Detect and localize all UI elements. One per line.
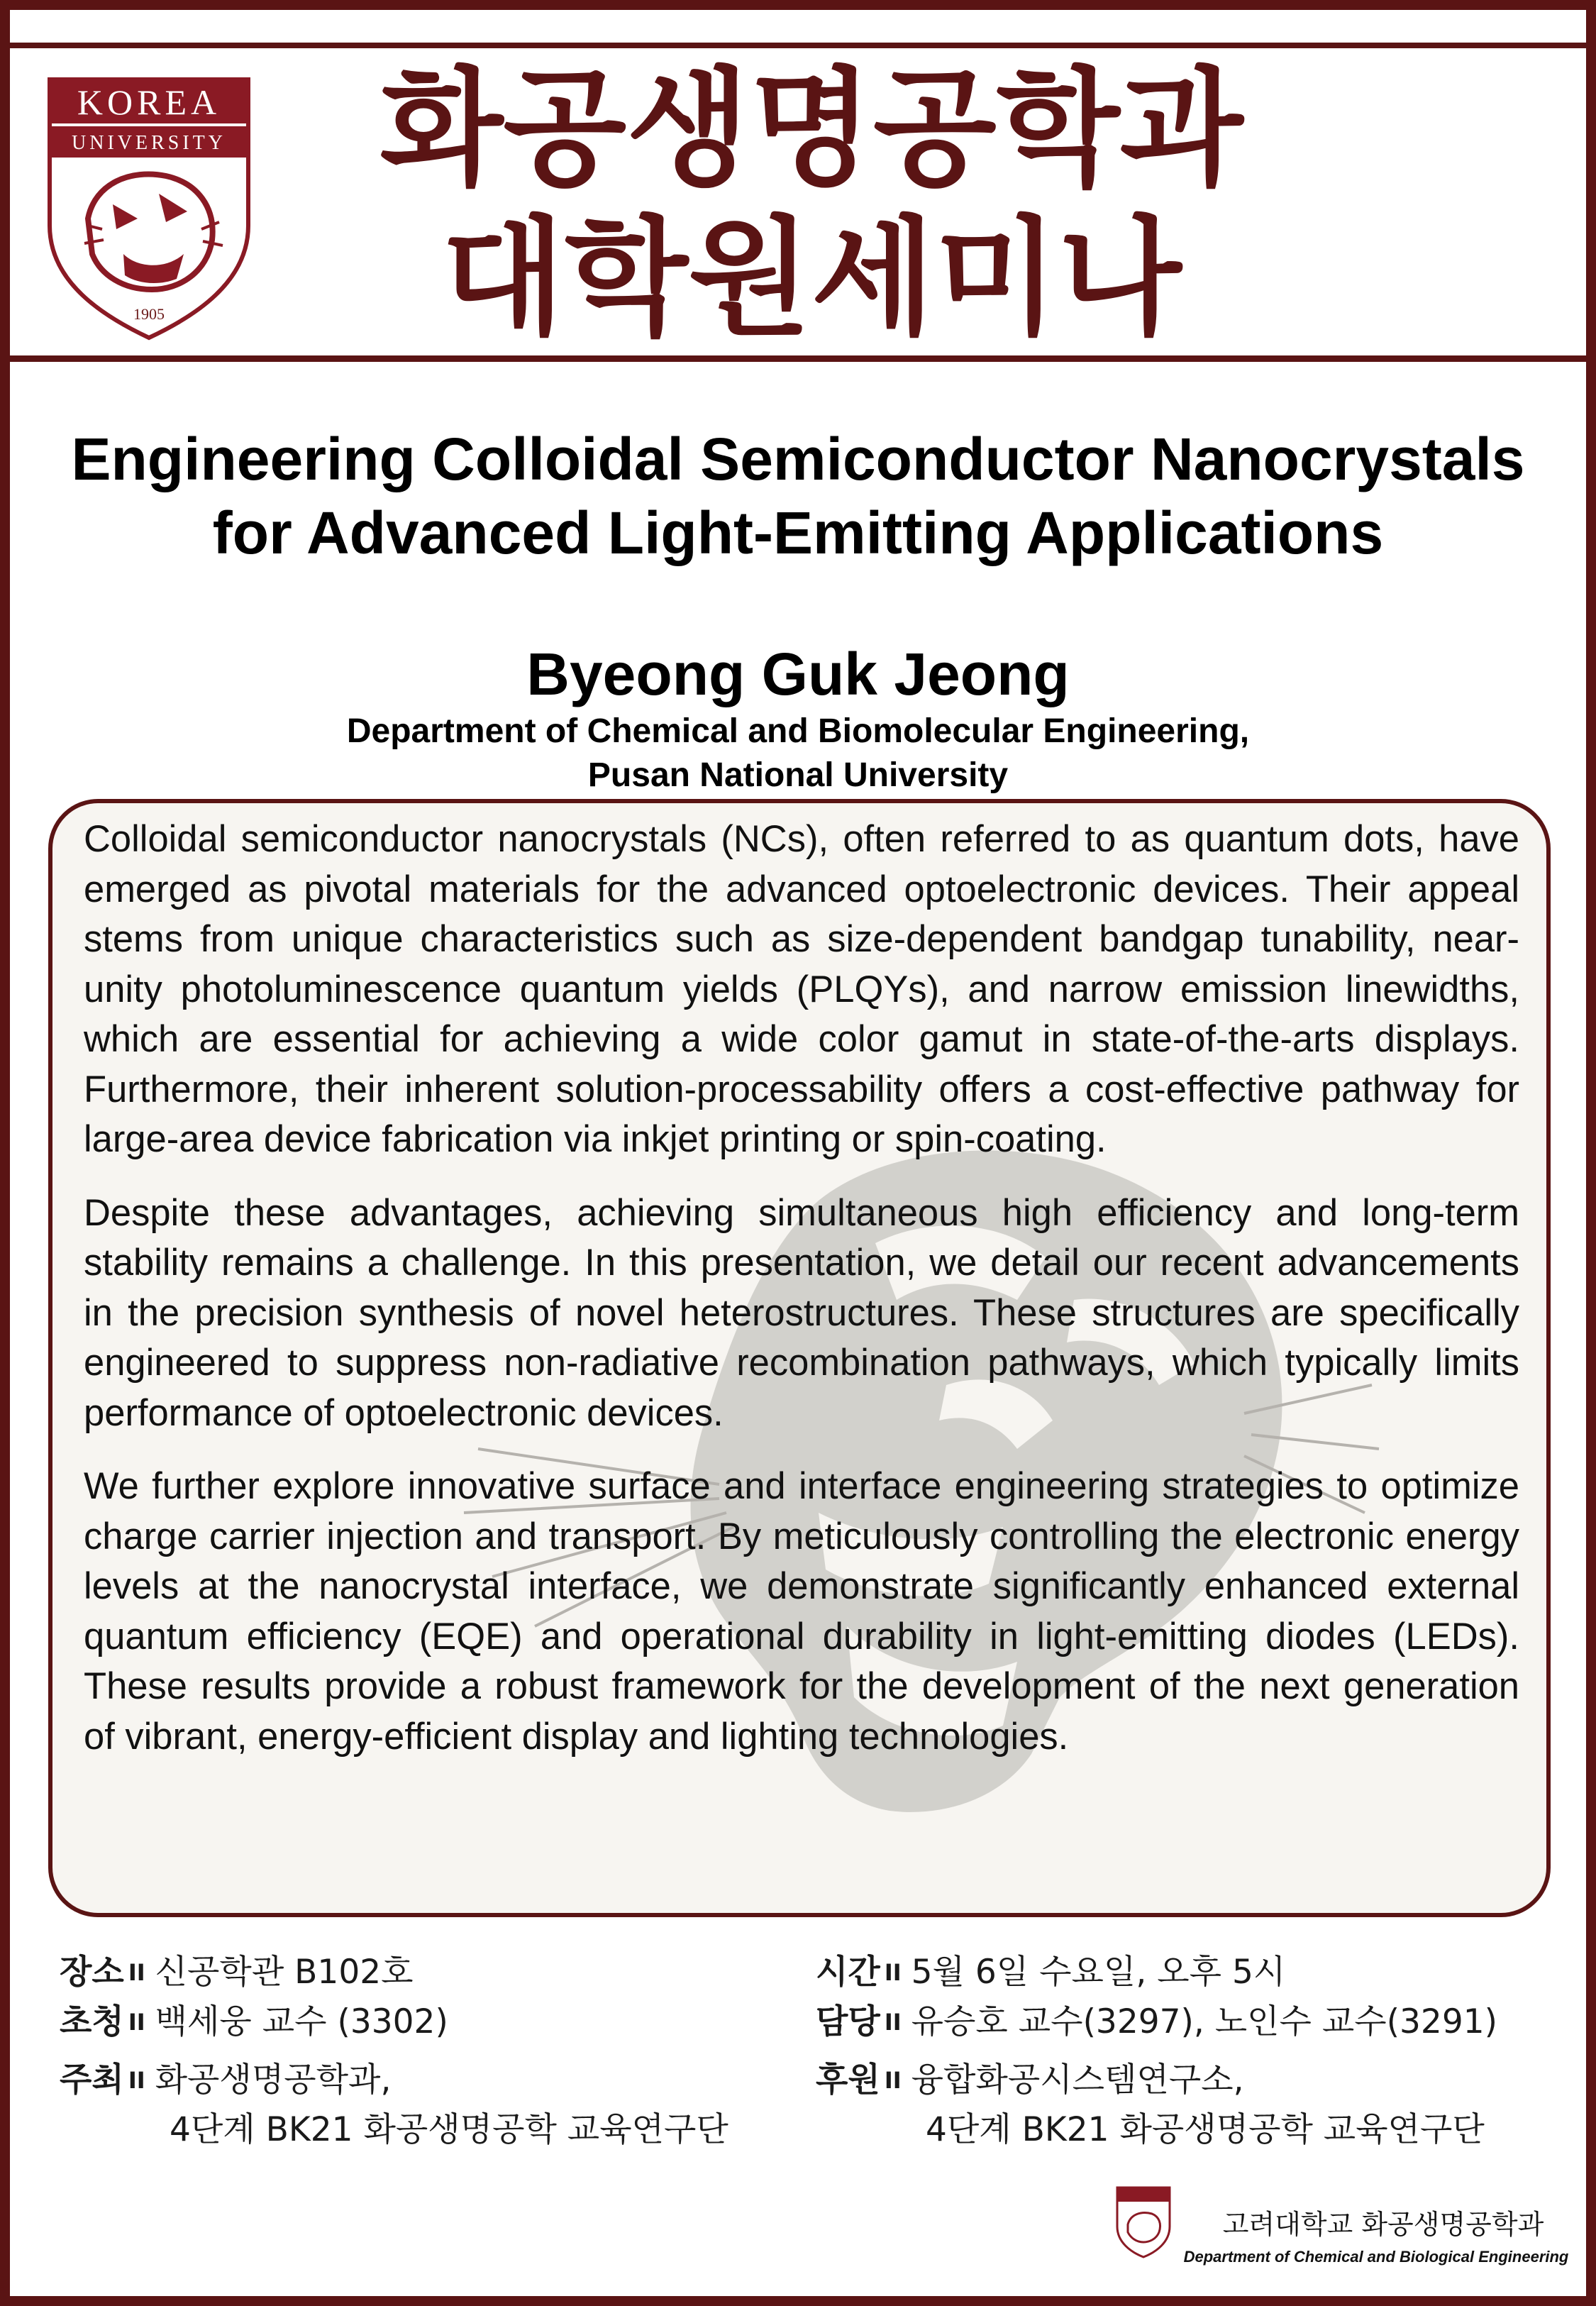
header-top-rule (10, 43, 1586, 48)
info-right-column (816, 1948, 1589, 2155)
abstract-box (48, 799, 1551, 1917)
info-organizer (60, 2056, 811, 2105)
speaker-affiliation (0, 710, 1596, 798)
footer-department-korean: 고려대학교 화공생명공학과 (1222, 2209, 1544, 2240)
separator: II (884, 2067, 902, 2094)
info-sponsor (816, 2056, 1589, 2105)
abstract-text (84, 815, 1519, 1785)
info-place (60, 1948, 811, 1997)
host-label: 초청 (60, 2002, 124, 2041)
place-value: 신공학관 B102호 (155, 1953, 414, 1992)
talk-title (14, 422, 1582, 570)
info-left-column (60, 1948, 811, 2155)
sponsor-label: 후원 (816, 2060, 880, 2100)
separator: II (128, 2067, 145, 2094)
sponsor-value-1: 융합화공시스템연구소, (911, 2060, 1244, 2100)
separator: II (884, 1959, 902, 1986)
poster-header (10, 48, 1586, 362)
place-label: 장소 (60, 1953, 124, 1992)
info-time (816, 1948, 1589, 1997)
abstract-paragraph-3: We further explore innovative surface and interface engineering strategies to optimize charge carrier injection and transport. By meticulously controlling the electronic energy levels at the nanocrystal interface, we demonstrate significantly enhanced external quantum efficiency (EQE) and operational durability in light-emitting diodes (LEDs). These results provide a robust framework for the development of the next generation of vibrant, energy-efficient display and lighting technologies. (84, 1465, 1519, 1758)
logo-subtitle: UNIVERSITY (72, 132, 226, 154)
organizer-value-1: 화공생명공학과, (155, 2060, 392, 2100)
info-contact (816, 1997, 1589, 2047)
host-value: 백세웅 교수 (3302) (155, 2002, 448, 2041)
time-label: 시간 (816, 1953, 880, 1992)
info-host (60, 1997, 811, 2047)
affiliation-line1: Department of Chemical and Biomolecular Engineering, (346, 712, 1250, 750)
seminar-title-line1: 화공생명공학과 (379, 55, 1243, 204)
seminar-title-line2: 대학원세미나 (441, 204, 1182, 353)
seminar-title (265, 55, 1358, 353)
talk-title-line2: for Advanced Light-Emitting Applications (212, 500, 1384, 566)
abstract-paragraph-1: Colloidal semiconductor nanocrystals (NCs), often referred to as quantum dots, have emerged as pivotal materials for the advanced optoelectronic devices. Their appeal stems from unique characteristics such as size-dependent bandgap tunability, near-unity photoluminescence quantum yields (PLQYs), and narrow emission linewidths, which are essential for achieving a wide color gamut in state-of-the-arts displays. Furthermore, their inherent solution-processability offers a cost-effective pathway for large-area device fabrication via inkjet printing or spin-coating. (84, 818, 1519, 1160)
sponsor-value-2: 4단계 BK21 화공생명공학 교육연구단 (926, 2110, 1485, 2149)
korea-university-logo (45, 77, 253, 341)
speaker-name: Byeong Guk Jeong (526, 641, 1070, 707)
affiliation-line2: Pusan National University (587, 756, 1009, 794)
footer-university-logo (1115, 2185, 1172, 2259)
contact-label: 담당 (816, 2002, 880, 2041)
separator: II (884, 2009, 902, 2036)
talk-title-line1: Engineering Colloidal Semiconductor Nanocrystals (71, 426, 1525, 492)
contact-value: 유승호 교수(3297), 노인수 교수(3291) (911, 2002, 1497, 2041)
footer-department-english: Department of Chemical and Biological Engineering (1183, 2248, 1569, 2266)
organizer-label: 주최 (60, 2060, 124, 2100)
time-value: 5월 6일 수요일, 오후 5시 (911, 1953, 1286, 1992)
separator: II (128, 2009, 145, 2036)
logo-year: 1905 (133, 305, 165, 323)
logo-wordmark: KOREA (77, 82, 221, 122)
abstract-paragraph-2: Despite these advantages, achieving simultaneous high efficiency and long-term stability remains a challenge. In this presentation, we detail our recent advancements in the precision synthesis of novel heterostructures. These structures are specifically engineered to suppress non-radiative recombination pathways, which typically limits performance of optoelectronic devices. (84, 1191, 1519, 1434)
separator: II (128, 1959, 145, 1986)
organizer-value-2: 4단계 BK21 화공생명공학 교육연구단 (170, 2110, 728, 2149)
